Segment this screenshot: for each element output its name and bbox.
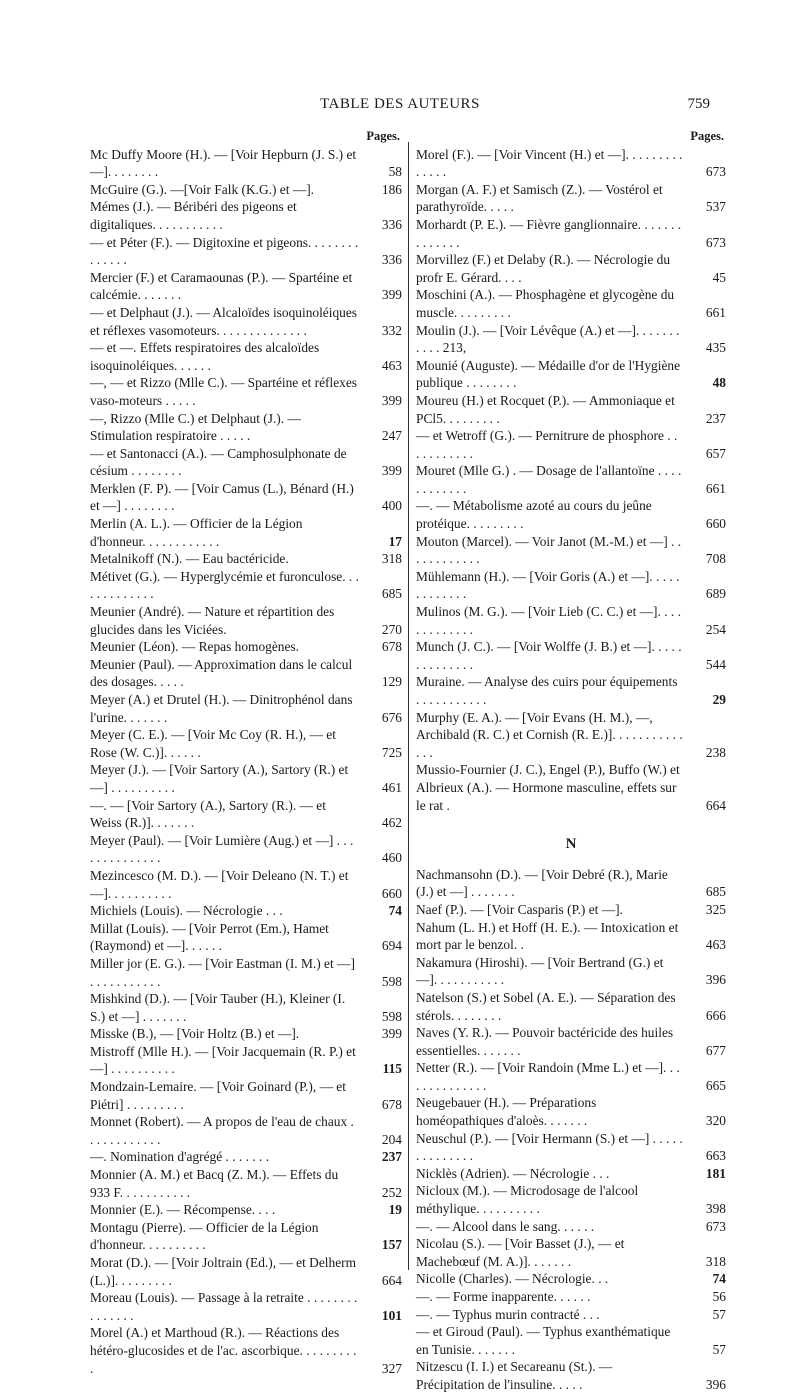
entry-text: Meyer (Paul). — [Voir Lumière (Aug.) et —] . . . . . . . . . . . . . .	[90, 832, 354, 866]
entry-page: 336	[381, 216, 402, 232]
index-entry	[90, 374, 402, 409]
pages-label: Pages.	[366, 129, 400, 143]
index-entry	[90, 1324, 402, 1377]
entry-page: 74	[388, 903, 402, 919]
index-entry	[416, 1306, 726, 1324]
index-entry	[90, 410, 402, 445]
entry-text: Muraine. — Analyse des cuirs pour équipements . . . . . . . . . . .	[416, 674, 678, 707]
entry-page: 685	[381, 586, 402, 602]
entry-page: 396	[705, 1376, 726, 1392]
index-entry	[416, 919, 726, 954]
entry-text: Merlin (A. L.). — Officier de la Légion d'honneur. . . . . . . . . . . .	[90, 516, 303, 549]
entry-text: Neuschul (P.). — [Voir Hermann (S.) et —] . . . . . . . . . . . . . .	[416, 1130, 683, 1164]
entry-page: 129	[381, 674, 402, 690]
entry-page: 237	[381, 1149, 402, 1165]
index-entry	[416, 497, 726, 532]
entry-page: 115	[382, 1061, 402, 1077]
entry-text: Murphy (E. A.). — [Voir Evans (H. M.), —, Archibald (R. C.) et Cornish (R. E.)]. . . . . . . . . . . . . .	[416, 709, 683, 760]
entry-page: 399	[381, 287, 402, 303]
entry-page: 663	[705, 1148, 726, 1164]
left-column	[90, 128, 402, 1377]
index-entry	[90, 1254, 402, 1289]
index-entry	[416, 989, 726, 1024]
entry-page: 664	[705, 797, 726, 813]
entry-page: 708	[705, 551, 726, 567]
index-entry	[90, 603, 402, 638]
entry-text: Nakamura (Hiroshi). — [Voir Bertrand (G.) et —]. . . . . . . . . . .	[416, 954, 664, 988]
entry-text: —, — et Rizzo (Mlle C.). — Spartéine et réflexes vaso-moteurs . . . . .	[90, 375, 357, 408]
entry-page: 101	[381, 1307, 402, 1323]
entry-page: 17	[388, 533, 402, 549]
entry-text: Moureu (H.) et Rocquet (P.). — Ammoniaque et PCl5. . . . . . . . .	[416, 392, 675, 426]
entry-page: 237	[705, 410, 726, 426]
index-entry	[90, 568, 402, 603]
entry-text: Nicklès (Adrien). — Nécrologie . . .	[416, 1165, 610, 1181]
index-entry	[90, 920, 402, 955]
entry-page: 320	[705, 1113, 726, 1129]
entry-page: 332	[381, 322, 402, 338]
entry-text: Monnet (Robert). — A propos de l'eau de chaux . . . . . . . . . . . .	[90, 1114, 354, 1147]
index-entry	[90, 902, 402, 920]
index-entry	[90, 480, 402, 515]
index-entry	[416, 427, 726, 462]
entry-text: Mouret (Mlle G.) . — Dosage de l'allantoïne . . . . . . . . . . . .	[416, 463, 682, 496]
entry-text: Metalnikoff (N.). — Eau bactéricide.	[90, 551, 289, 567]
entry-page: 664	[381, 1272, 402, 1288]
index-entry	[90, 550, 402, 568]
index-entry	[90, 198, 402, 233]
entry-page: 399	[381, 463, 402, 479]
entry-text: Mezincesco (M. D.). — [Voir Deleano (N. T.) et —]. . . . . . . . . .	[90, 867, 349, 901]
index-entry	[90, 867, 402, 902]
entry-page: 694	[381, 938, 402, 954]
entry-text: Nachmansohn (D.). — [Voir Debré (R.), Marie (J.) et —] . . . . . . .	[416, 866, 668, 900]
right-column	[416, 128, 726, 1394]
entry-page: 463	[381, 357, 402, 373]
entry-text: Netter (R.). — [Voir Randoin (Mme L.) et —]. . . . . . . . . . . . . .	[416, 1060, 680, 1093]
index-entry	[416, 709, 726, 762]
entry-text: McGuire (G.). —[Voir Falk (K.G.) et —].	[90, 181, 314, 197]
entry-page: 725	[381, 744, 402, 760]
entry-text: — et Péter (F.). — Digitoxine et pigeons. . . . . . . . . . . . . .	[90, 234, 359, 268]
entry-text: Meunier (Paul). — Approximation dans le calcul des dosages. . . . .	[90, 656, 353, 690]
entry-text: Mouton (Marcel). — Voir Janot (M.-M.) et —] . . . . . . . . . . . .	[416, 533, 682, 567]
index-entry	[90, 269, 402, 304]
entry-text: Mishkind (D.). — [Voir Tauber (H.), Kleiner (I. S.) et —] . . . . . . .	[90, 991, 346, 1024]
entry-text: Michiels (Louis). — Nécrologie . . .	[90, 903, 283, 919]
entry-page: 660	[381, 885, 402, 901]
index-entry	[416, 603, 726, 638]
entry-page: 336	[381, 252, 402, 268]
entry-text: — et Wetroff (G.). — Pernitrure de phosphore . . . . . . . . . . .	[416, 428, 678, 461]
index-entry	[416, 1024, 726, 1059]
entry-page: 544	[705, 656, 726, 672]
entry-text: Misske (B.), — [Voir Holtz (B.) et —].	[90, 1026, 300, 1042]
index-entry	[90, 181, 402, 199]
entry-text: Monnier (A. M.) et Bacq (Z. M.). — Effets du 933 F. . . . . . . . . . .	[90, 1167, 339, 1200]
index-entry	[416, 1165, 726, 1183]
entry-text: Meyer (J.). — [Voir Sartory (A.), Sartory (R.) et —] . . . . . . . . . .	[90, 762, 349, 795]
index-entry	[90, 1219, 402, 1254]
entry-page: 327	[381, 1360, 402, 1376]
entry-page: 673	[705, 234, 726, 250]
index-entry	[416, 866, 726, 901]
entry-page: 74	[712, 1271, 726, 1287]
entry-page: 181	[705, 1165, 726, 1181]
entry-page: 666	[705, 1007, 726, 1023]
entry-page: 677	[705, 1042, 726, 1058]
entry-text: Nahum (L. H.) et Hoff (H. E.). — Intoxication et mort par le benzol. .	[416, 919, 679, 953]
index-entry	[416, 392, 726, 427]
entry-page: 252	[381, 1184, 402, 1200]
index-entry	[90, 1201, 402, 1219]
entry-page: 676	[381, 709, 402, 725]
entry-page: 685	[705, 884, 726, 900]
index-entry	[416, 181, 726, 216]
entry-page: 57	[712, 1341, 726, 1357]
entry-page: 238	[705, 744, 726, 760]
entry-text: Mercier (F.) et Caramaounas (P.). — Spartéine et calcémie. . . . . . .	[90, 269, 353, 303]
entry-page: 673	[705, 164, 726, 180]
index-entry	[416, 568, 726, 603]
index-entry	[90, 1166, 402, 1201]
entry-text: Mussio-Fournier (J. C.), Engel (P.), Buffo (W.) et Albrieux (A.). — Hormone masculine, effets sur le rat .	[416, 762, 680, 813]
running-header	[0, 96, 800, 120]
entry-text: Natelson (S.) et Sobel (A. E.). — Séparation des stérols. . . . . . . .	[416, 989, 676, 1023]
entry-text: Munch (J. C.). — [Voir Wolffe (J. B.) et —]. . . . . . . . . . . . . .	[416, 639, 682, 672]
column-divider	[408, 142, 409, 1270]
index-entry	[416, 1288, 726, 1306]
index-entry	[416, 1059, 726, 1094]
index-entry	[90, 832, 402, 867]
index-entry	[90, 638, 402, 656]
entry-page: 689	[705, 586, 726, 602]
index-entry	[90, 761, 402, 796]
index-entry	[416, 1218, 726, 1236]
entry-text: Morvillez (F.) et Delaby (R.). — Nécrologie du profr E. Gérard. . . .	[416, 252, 671, 285]
entry-page: 598	[381, 1008, 402, 1024]
entry-text: Mistroff (Mlle H.). — [Voir Jacquemain (R. P.) et —] . . . . . . . . . .	[90, 1043, 356, 1077]
entry-text: Montagu (Pierre). — Officier de la Légion d'honneur. . . . . . . . . .	[90, 1219, 319, 1253]
entry-page: 399	[381, 1026, 402, 1042]
index-entry	[416, 1270, 726, 1288]
index-entry	[416, 673, 726, 708]
index-entry	[90, 1289, 402, 1324]
entry-page: 678	[381, 1096, 402, 1112]
entry-page: 58	[388, 164, 402, 180]
entry-page: 186	[381, 181, 402, 197]
entry-text: — et Delphaut (J.). — Alcaloïdes isoquinoléiques et réflexes vasomoteurs. . . . . . . . . . . . . .	[90, 304, 358, 338]
index-entry	[416, 1094, 726, 1129]
index-entry	[90, 146, 402, 181]
entry-page: 661	[705, 480, 726, 496]
index-entry	[90, 339, 402, 374]
page-title: TABLE DES AUTEURS	[320, 96, 480, 112]
entry-text: Naef (P.). — [Voir Casparis (P.) et —].	[416, 901, 623, 917]
entry-text: Mémes (J.). — Béribéri des pigeons et digitaliques. . . . . . . . . . .	[90, 199, 297, 232]
entry-text: Nicloux (M.). — Microdosage de l'alcool méthylique. . . . . . . . . .	[416, 1183, 639, 1217]
entry-text: — et Giroud (Paul). — Typhus exanthématique en Tunisie. . . . . . .	[416, 1324, 671, 1357]
index-entry	[416, 1182, 726, 1217]
entry-list	[416, 146, 726, 815]
entry-text: Mulinos (M. G.). — [Voir Lieb (C. C.) et —]. . . . . . . . . . . . .	[416, 604, 681, 637]
entry-text: Merklen (F. P). — [Voir Camus (L.), Bénard (H.) et —] . . . . . . . .	[90, 480, 354, 514]
entry-text: Monnier (E.). — Récompense. . . .	[90, 1202, 276, 1218]
index-entry	[416, 533, 726, 568]
entry-text: Millat (Louis). — [Voir Perrot (Em.), Hamet (Raymond) et —]. . . . . .	[90, 920, 329, 954]
entry-list	[90, 146, 402, 1378]
index-entry	[90, 515, 402, 550]
entry-text: Morel (F.). — [Voir Vincent (H.) et —]. . . . . . . . . . . . . .	[416, 146, 683, 180]
index-entry	[416, 761, 726, 814]
entry-text: Morhardt (P. E.). — Fièvre ganglionnaire. . . . . . . . . . . . . .	[416, 216, 682, 250]
entry-text: Meyer (A.) et Drutel (H.). — Dinitrophénol dans l'urine. . . . . . .	[90, 692, 353, 725]
index-entry	[90, 1043, 402, 1078]
entry-text: Meyer (C. E.). — [Voir Mc Coy (R. H.), — et Rose (W. C.)]. . . . . .	[90, 727, 336, 760]
index-entry	[90, 1025, 402, 1043]
entry-text: —. — Alcool dans le sang. . . . . .	[416, 1218, 595, 1234]
index-entry	[416, 462, 726, 497]
entry-text: Nicolle (Charles). — Nécrologie. . .	[416, 1271, 609, 1287]
index-entry	[90, 990, 402, 1025]
index-entry	[90, 691, 402, 726]
entry-page: 247	[381, 428, 402, 444]
entry-text: Morgan (A. F.) et Samisch (Z.). — Vostérol et parathyroïde. . . . .	[416, 181, 663, 215]
index-entry	[416, 1323, 726, 1358]
index-entry	[90, 445, 402, 480]
index-entry	[90, 726, 402, 761]
entry-text: Neugebauer (H.). — Préparations homéopathiques d'aloès. . . . . . .	[416, 1095, 597, 1129]
entry-page: 460	[381, 850, 402, 866]
entry-text: Morat (D.). — [Voir Joltrain (Ed.), — et Delherm (L.)]. . . . . . . . .	[90, 1255, 357, 1288]
index-entry	[90, 1113, 402, 1148]
entry-page: 461	[381, 779, 402, 795]
index-entry	[90, 304, 402, 339]
entry-text: —. — [Voir Sartory (A.), Sartory (R.). — et Weiss (R.)]. . . . . . .	[90, 797, 326, 831]
index-entry	[416, 251, 726, 286]
entry-text: Moreau (Louis). — Passage à la retraite . . . . . . . . . . . . . . .	[90, 1290, 358, 1323]
entry-text: Meunier (Léon). — Repas homogènes.	[90, 639, 299, 655]
entry-page: 254	[705, 621, 726, 637]
index-entry	[416, 954, 726, 989]
entry-text: Miller jor (E. G.). — [Voir Eastman (I. M.) et —] . . . . . . . . . . .	[90, 955, 355, 989]
index-entry	[416, 357, 726, 392]
index-entry	[416, 1235, 726, 1270]
entry-text: Mounié (Auguste). — Médaille d'or de l'Hygiène publique . . . . . . . .	[416, 357, 681, 391]
index-entry	[416, 638, 726, 673]
index-entry	[90, 656, 402, 691]
entry-page: 463	[705, 937, 726, 953]
entry-text: Nitzescu (I. I.) et Secareanu (St.). — Précipitation de l'insuline. . . . .	[416, 1359, 613, 1392]
entry-page: 400	[381, 498, 402, 514]
entry-text: Mondzain-Lemaire. — [Voir Goinard (P.), — et Piétri] . . . . . . . . .	[90, 1079, 346, 1112]
entry-text: Meunier (André). — Nature et répartition des glucides dans les Viciées.	[90, 604, 335, 637]
entry-page: 157	[381, 1237, 402, 1253]
index-entry	[416, 1130, 726, 1165]
entry-page: 29	[712, 692, 726, 707]
entry-page: 56	[712, 1289, 726, 1304]
entry-text: —. — Métabolisme azoté au cours du jeûne protéique. . . . . . . . .	[416, 498, 652, 532]
index-entry	[416, 901, 726, 919]
entry-page: 673	[705, 1218, 726, 1234]
index-entry	[90, 1148, 402, 1166]
section-letter: N	[565, 836, 577, 853]
entry-text: Naves (Y. R.). — Pouvoir bactéricide des huiles essentielles. . . . . . .	[416, 1025, 674, 1058]
page-number: 759	[687, 96, 710, 112]
entry-page: 48	[712, 375, 726, 391]
entry-page: 270	[381, 621, 402, 637]
entry-text: Mühlemann (H.). — [Voir Goris (A.) et —]. . . . . . . . . . . . .	[416, 568, 680, 602]
entry-page: 660	[705, 516, 726, 532]
entry-page: 204	[381, 1131, 402, 1147]
entry-page: 396	[705, 972, 726, 988]
entry-page: 19	[388, 1202, 402, 1218]
entry-page: 398	[705, 1201, 726, 1217]
entry-text: —. — Typhus murin contracté . . .	[416, 1306, 600, 1322]
entry-text: — et —. Effets respiratoires des alcaloïdes isoquinoléiques. . . . . .	[90, 340, 320, 373]
entry-page: 57	[712, 1306, 726, 1322]
entry-text: Moulin (J.). — [Voir Lévêque (A.) et —]. . . . . . . . . . . 213,	[416, 322, 680, 356]
entry-text: Nicolau (S.). — [Voir Basset (J.), — et Machebœuf (M. A.)]. . . . . . .	[416, 1236, 625, 1269]
entry-page: 678	[381, 639, 402, 655]
entry-text: Métivet (G.). — Hyperglycémie et furonculose. . . . . . . . . . . . .	[90, 568, 359, 602]
entry-page: 661	[705, 304, 726, 320]
entry-page: 462	[381, 815, 402, 831]
entry-page: 537	[705, 199, 726, 215]
entry-text: Morel (A.) et Marthoud (R.). — Réactions des hétéro-glucosides et de l'ac. ascorbique. . . . . . . . . .	[90, 1325, 357, 1376]
index-entry	[416, 216, 726, 251]
entry-text: —. Nomination d'agrégé . . . . . . .	[90, 1149, 270, 1165]
entry-page: 45	[712, 269, 726, 285]
index-entry	[90, 955, 402, 990]
entry-list	[416, 866, 726, 1394]
index-entry	[90, 797, 402, 832]
index-entry	[90, 1078, 402, 1113]
entry-text: —. — Forme inapparente. . . . . .	[416, 1289, 591, 1304]
index-entry	[416, 146, 726, 181]
entry-page: 399	[381, 392, 402, 408]
entry-page: 598	[381, 973, 402, 989]
entry-page: 435	[705, 340, 726, 356]
pages-label: Pages.	[690, 129, 724, 143]
index-entry	[416, 322, 726, 357]
index-entry	[416, 1358, 726, 1393]
index-entry	[90, 234, 402, 269]
entry-page: 657	[705, 445, 726, 461]
entry-page: 325	[705, 901, 726, 917]
entry-page: 318	[381, 551, 402, 567]
entry-text: — et Santonacci (A.). — Camphosulphonate de césium . . . . . . . .	[90, 445, 347, 479]
index-entry	[416, 286, 726, 321]
entry-text: Mc Duffy Moore (H.). — [Voir Hepburn (J. S.) et —]. . . . . . . .	[90, 146, 357, 180]
entry-page: 318	[705, 1253, 726, 1269]
entry-page: 665	[705, 1077, 726, 1093]
entry-text: —, Rizzo (Mlle C.) et Delphaut (J.). — Stimulation respiratoire . . . . .	[90, 410, 301, 444]
entry-text: Moschini (A.). — Phosphagène et glycogène du muscle. . . . . . . . .	[416, 287, 675, 320]
